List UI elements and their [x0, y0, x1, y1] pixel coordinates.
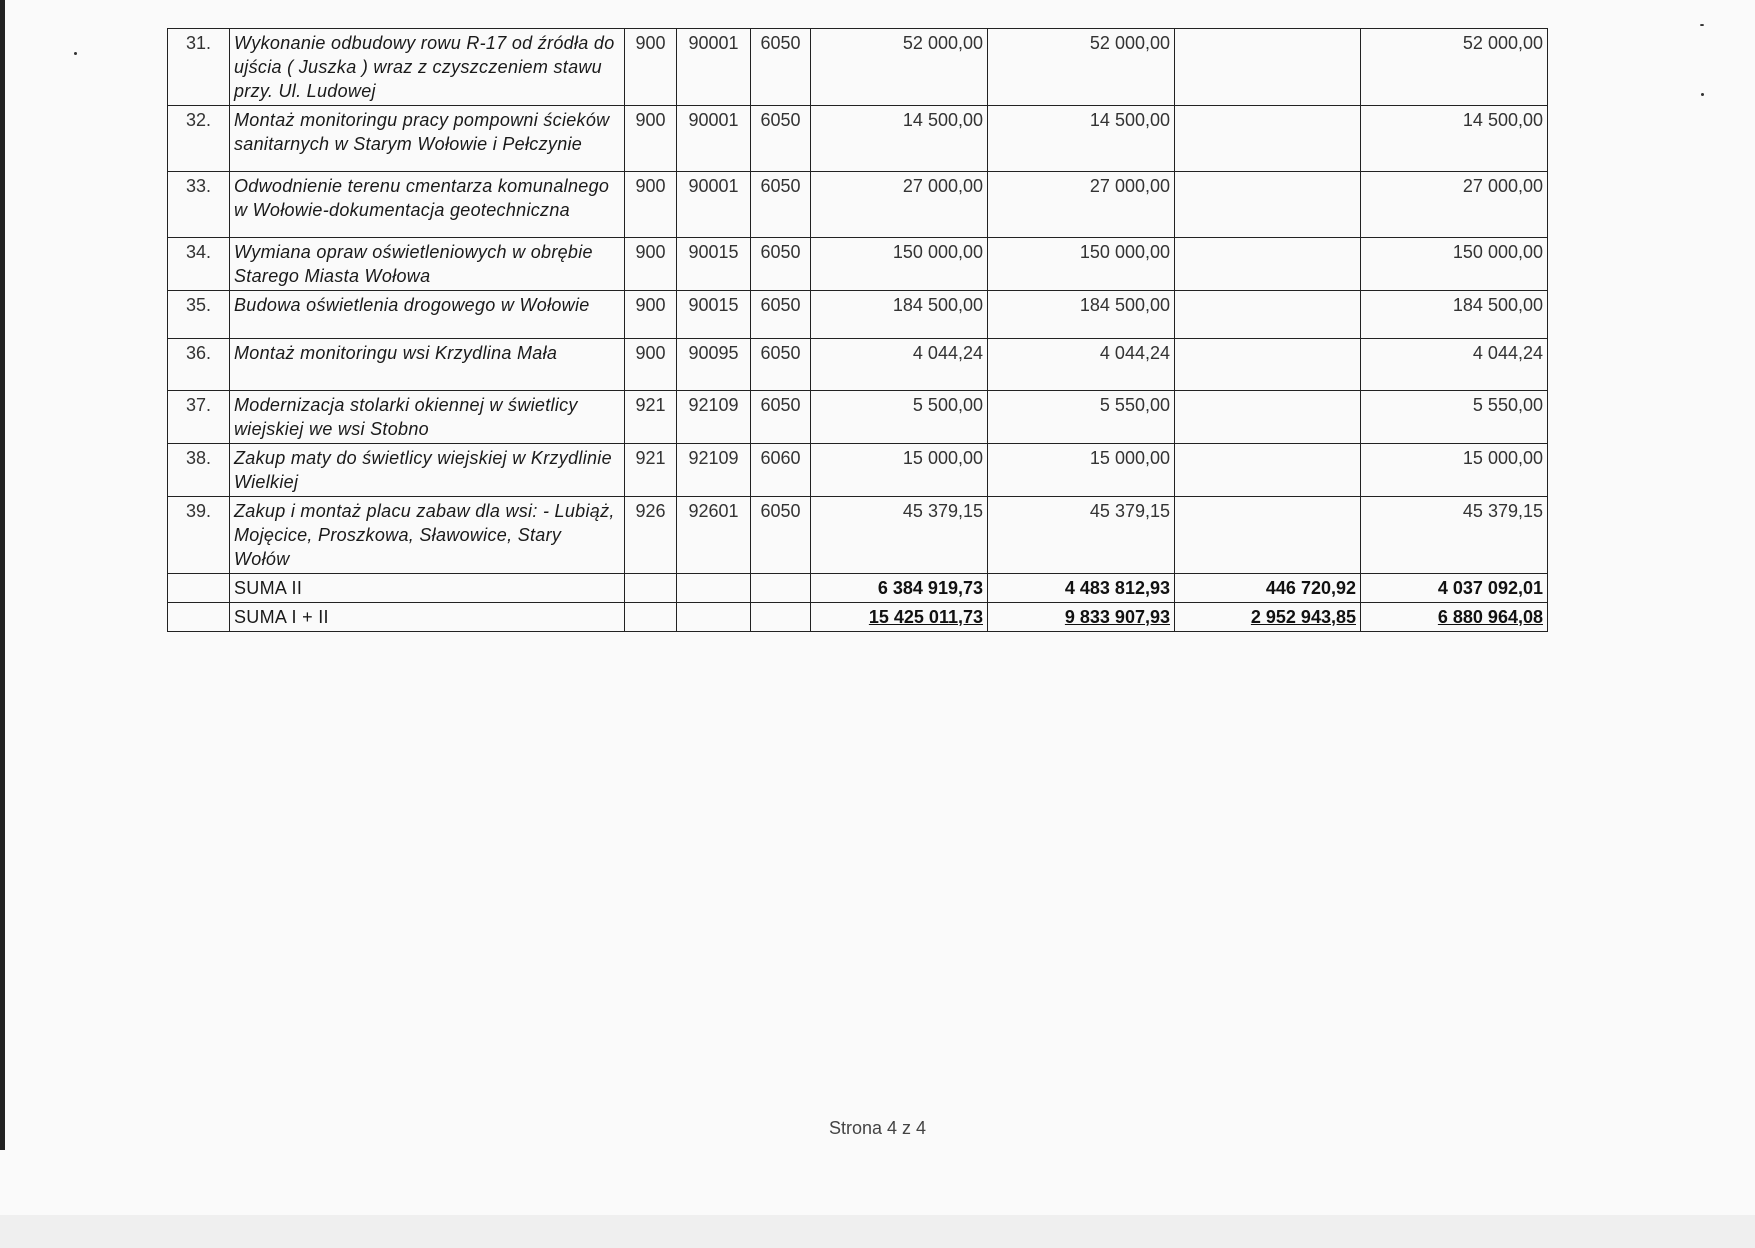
amount-after-change-cell: 4 044,24: [988, 339, 1175, 391]
dzial-cell: 900: [625, 339, 677, 391]
suma-total-row: [168, 603, 1548, 632]
description-cell: Modernizacja stolarki okiennej w świetlicy wiejskiej we wsi Stobno: [230, 391, 625, 444]
plan-amount-cell: 27 000,00: [811, 172, 988, 238]
plan-amount-cell: 184 500,00: [811, 291, 988, 339]
suma-2-col8: 4 037 092,01: [1361, 574, 1548, 603]
plan-amount-cell: 150 000,00: [811, 238, 988, 291]
suma-total-col5-value: 15 425 011,73: [868, 607, 983, 627]
dzial-cell: 921: [625, 444, 677, 497]
plan-amount-cell: 15 000,00: [811, 444, 988, 497]
dzial-cell: 900: [625, 29, 677, 106]
suma-2-row: [168, 574, 1548, 603]
table-row: [168, 172, 1548, 238]
dzial-cell: 900: [625, 238, 677, 291]
amount-col8-cell: 150 000,00: [1361, 238, 1548, 291]
amount-col8-cell: 184 500,00: [1361, 291, 1548, 339]
suma-total-col7-value: 2 952 943,85: [1250, 607, 1356, 627]
table-row: [168, 391, 1548, 444]
suma-total-col6: [988, 603, 1175, 632]
description-cell: Zakup maty do świetlicy wiejskiej w Krzydlinie Wielkiej: [230, 444, 625, 497]
rozdzial-cell: 92601: [677, 497, 751, 574]
suma-total-col8: [1361, 603, 1548, 632]
lp-cell: 32.: [168, 106, 230, 172]
amount-col7-cell: [1175, 391, 1361, 444]
suma-total-label: SUMA I + II: [230, 603, 625, 632]
amount-col7-cell: [1175, 339, 1361, 391]
amount-col7-cell: [1175, 172, 1361, 238]
amount-col7-cell: [1175, 291, 1361, 339]
amount-col8-cell: 52 000,00: [1361, 29, 1548, 106]
suma-2-col6: 4 483 812,93: [988, 574, 1175, 603]
description-cell: Budowa oświetlenia drogowego w Wołowie: [230, 291, 625, 339]
paragraf-cell: [751, 603, 811, 632]
paragraf-cell: 6050: [751, 106, 811, 172]
description-cell: Montaż monitoringu pracy pompowni ścieków sanitarnych w Starym Wołowie i Pełczynie: [230, 106, 625, 172]
lp-cell: 31.: [168, 29, 230, 106]
table-row: [168, 339, 1548, 391]
paragraf-cell: 6050: [751, 339, 811, 391]
lp-cell: 38.: [168, 444, 230, 497]
dzial-cell: [625, 574, 677, 603]
amount-col8-cell: 27 000,00: [1361, 172, 1548, 238]
rozdzial-cell: 90001: [677, 172, 751, 238]
paragraf-cell: 6050: [751, 172, 811, 238]
suma-total-col6-value: 9 833 907,93: [1064, 607, 1170, 627]
rozdzial-cell: 92109: [677, 444, 751, 497]
paragraf-cell: 6050: [751, 291, 811, 339]
dzial-cell: 900: [625, 172, 677, 238]
amount-col8-cell: 4 044,24: [1361, 339, 1548, 391]
table-row: [168, 497, 1548, 574]
lp-cell: 37.: [168, 391, 230, 444]
amount-after-change-cell: 52 000,00: [988, 29, 1175, 106]
description-cell: Zakup i montaż placu zabaw dla wsi: - Lubiąż, Mojęcice, Proszkowa, Sławowice, Stary Wołów: [230, 497, 625, 574]
table-row: [168, 238, 1548, 291]
lp-cell: 39.: [168, 497, 230, 574]
lp-cell: 34.: [168, 238, 230, 291]
suma-total-col8-value: 6 880 964,08: [1437, 607, 1543, 627]
rozdzial-cell: 90015: [677, 238, 751, 291]
amount-after-change-cell: 15 000,00: [988, 444, 1175, 497]
description-cell: Wymiana opraw oświetleniowych w obrębie Starego Miasta Wołowa: [230, 238, 625, 291]
plan-amount-cell: 5 500,00: [811, 391, 988, 444]
lp-cell: [168, 574, 230, 603]
amount-col8-cell: 5 550,00: [1361, 391, 1548, 444]
paragraf-cell: [751, 574, 811, 603]
suma-2-col5: 6 384 919,73: [811, 574, 988, 603]
suma-2-label: SUMA II: [230, 574, 625, 603]
budget-table: [167, 28, 1548, 632]
table-row: [168, 444, 1548, 497]
suma-total-col7: [1175, 603, 1361, 632]
rozdzial-cell: 90001: [677, 29, 751, 106]
paragraf-cell: 6050: [751, 497, 811, 574]
amount-after-change-cell: 14 500,00: [988, 106, 1175, 172]
plan-amount-cell: 4 044,24: [811, 339, 988, 391]
table-row: [168, 291, 1548, 339]
paragraf-cell: 6050: [751, 29, 811, 106]
description-cell: Wykonanie odbudowy rowu R-17 od źródła do ujścia ( Juszka ) wraz z czyszczeniem stawu przy. Ul. Ludowej: [230, 29, 625, 106]
rozdzial-cell: [677, 603, 751, 632]
suma-2-col7: 446 720,92: [1175, 574, 1361, 603]
plan-amount-cell: 52 000,00: [811, 29, 988, 106]
description-cell: Montaż monitoringu wsi Krzydlina Mała: [230, 339, 625, 391]
amount-after-change-cell: 184 500,00: [988, 291, 1175, 339]
lp-cell: 36.: [168, 339, 230, 391]
amount-after-change-cell: 5 550,00: [988, 391, 1175, 444]
plan-amount-cell: 14 500,00: [811, 106, 988, 172]
amount-col7-cell: [1175, 106, 1361, 172]
lp-cell: 35.: [168, 291, 230, 339]
rozdzial-cell: 92109: [677, 391, 751, 444]
rozdzial-cell: [677, 574, 751, 603]
scan-speck: [1700, 24, 1704, 26]
lp-cell: [168, 603, 230, 632]
plan-amount-cell: 45 379,15: [811, 497, 988, 574]
suma-total-col5: [811, 603, 988, 632]
paragraf-cell: 6060: [751, 444, 811, 497]
paragraf-cell: 6050: [751, 391, 811, 444]
scan-speck: [1701, 93, 1704, 96]
table-summary: [168, 574, 1548, 632]
page-footer: Strona 4 z 4: [828, 1118, 927, 1138]
lp-cell: 33.: [168, 172, 230, 238]
amount-col8-cell: 14 500,00: [1361, 106, 1548, 172]
dzial-cell: 921: [625, 391, 677, 444]
scan-edge: [0, 0, 5, 1150]
scan-speck: [74, 52, 77, 55]
scan-bottom-band: [0, 1215, 1755, 1248]
table-body: [168, 29, 1548, 574]
dzial-cell: 900: [625, 291, 677, 339]
rozdzial-cell: 90095: [677, 339, 751, 391]
description-cell: Odwodnienie terenu cmentarza komunalnego w Wołowie-dokumentacja geotechniczna: [230, 172, 625, 238]
amount-after-change-cell: 27 000,00: [988, 172, 1175, 238]
amount-col8-cell: 45 379,15: [1361, 497, 1548, 574]
table-row: [168, 29, 1548, 106]
amount-col7-cell: [1175, 444, 1361, 497]
amount-col7-cell: [1175, 238, 1361, 291]
dzial-cell: 900: [625, 106, 677, 172]
paragraf-cell: 6050: [751, 238, 811, 291]
amount-col8-cell: 15 000,00: [1361, 444, 1548, 497]
dzial-cell: [625, 603, 677, 632]
amount-after-change-cell: 45 379,15: [988, 497, 1175, 574]
rozdzial-cell: 90015: [677, 291, 751, 339]
rozdzial-cell: 90001: [677, 106, 751, 172]
dzial-cell: 926: [625, 497, 677, 574]
amount-col7-cell: [1175, 497, 1361, 574]
amount-col7-cell: [1175, 29, 1361, 106]
amount-after-change-cell: 150 000,00: [988, 238, 1175, 291]
table-row: [168, 106, 1548, 172]
